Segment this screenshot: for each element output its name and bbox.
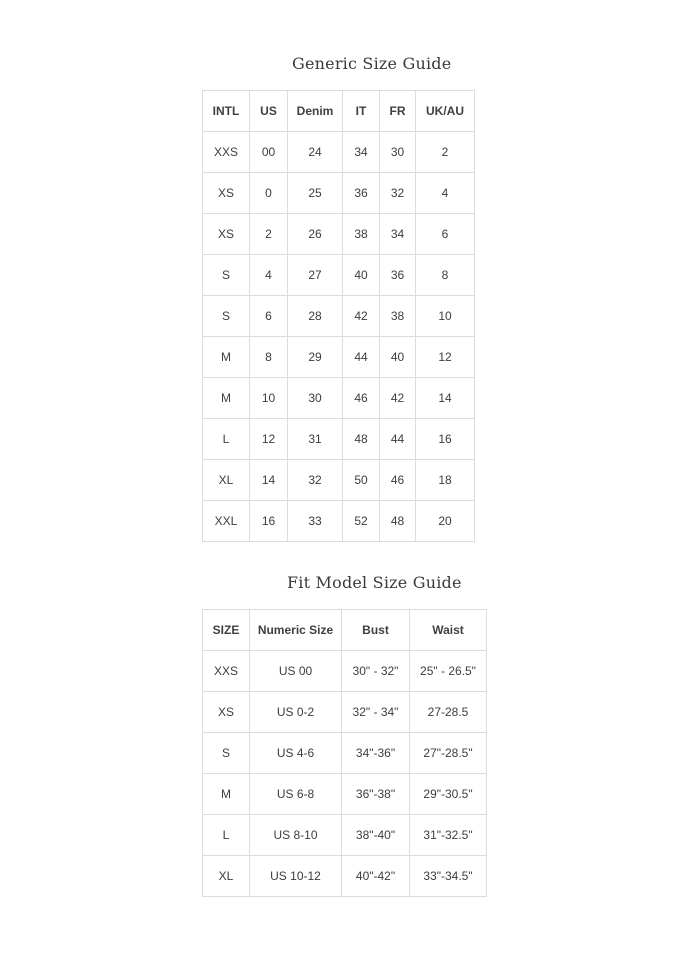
cell-uk-au: 20: [416, 501, 475, 542]
table-row: [203, 733, 487, 774]
cell-uk-au: 4: [416, 173, 475, 214]
cell-size: S: [203, 733, 250, 774]
cell-it: 40: [343, 255, 380, 296]
cell-bust: 32" - 34": [342, 692, 410, 733]
cell-size: XL: [203, 856, 250, 897]
cell-us: 00: [250, 132, 288, 173]
cell-uk-au: 2: [416, 132, 475, 173]
fit-header-row: [203, 610, 487, 651]
cell-fr: 32: [380, 173, 416, 214]
cell-waist: 29"-30.5": [410, 774, 487, 815]
cell-us: 2: [250, 214, 288, 255]
column-header-bust: Bust: [342, 610, 410, 651]
cell-intl: L: [203, 419, 250, 460]
cell-us: 0: [250, 173, 288, 214]
cell-bust: 34"-36": [342, 733, 410, 774]
fit-table-body: [203, 651, 487, 897]
table-row: [203, 419, 475, 460]
generic-size-table: [202, 90, 475, 542]
cell-intl: M: [203, 337, 250, 378]
cell-uk-au: 10: [416, 296, 475, 337]
cell-fr: 48: [380, 501, 416, 542]
cell-size: L: [203, 815, 250, 856]
cell-intl: XS: [203, 214, 250, 255]
cell-denim: 29: [288, 337, 343, 378]
cell-intl: S: [203, 255, 250, 296]
cell-it: 46: [343, 378, 380, 419]
table-row: [203, 692, 487, 733]
table-row: [203, 378, 475, 419]
column-header-it: IT: [343, 91, 380, 132]
cell-numeric-size: US 6-8: [250, 774, 342, 815]
column-header-uk-au: UK/AU: [416, 91, 475, 132]
table-row: [203, 856, 487, 897]
cell-intl: XXS: [203, 132, 250, 173]
table-row: [203, 255, 475, 296]
cell-us: 16: [250, 501, 288, 542]
cell-bust: 38"-40": [342, 815, 410, 856]
cell-it: 34: [343, 132, 380, 173]
cell-waist: 27"-28.5": [410, 733, 487, 774]
cell-denim: 28: [288, 296, 343, 337]
column-header-size: SIZE: [203, 610, 250, 651]
cell-us: 12: [250, 419, 288, 460]
cell-us: 14: [250, 460, 288, 501]
cell-waist: 33"-34.5": [410, 856, 487, 897]
cell-numeric-size: US 10-12: [250, 856, 342, 897]
table-row: [203, 501, 475, 542]
table-row: [203, 132, 475, 173]
cell-denim: 27: [288, 255, 343, 296]
cell-denim: 32: [288, 460, 343, 501]
cell-us: 6: [250, 296, 288, 337]
cell-fr: 30: [380, 132, 416, 173]
cell-denim: 26: [288, 214, 343, 255]
cell-fr: 38: [380, 296, 416, 337]
cell-numeric-size: US 4-6: [250, 733, 342, 774]
column-header-denim: Denim: [288, 91, 343, 132]
generic-header-row: [203, 91, 475, 132]
table-row: [203, 774, 487, 815]
cell-intl: XS: [203, 173, 250, 214]
cell-it: 38: [343, 214, 380, 255]
cell-uk-au: 14: [416, 378, 475, 419]
cell-it: 48: [343, 419, 380, 460]
column-header-us: US: [250, 91, 288, 132]
column-header-fr: FR: [380, 91, 416, 132]
cell-uk-au: 12: [416, 337, 475, 378]
table-row: [203, 337, 475, 378]
table-row: [203, 296, 475, 337]
cell-intl: XL: [203, 460, 250, 501]
cell-intl: M: [203, 378, 250, 419]
table-row: [203, 214, 475, 255]
cell-bust: 36"-38": [342, 774, 410, 815]
generic-table-body: [203, 132, 475, 542]
generic-size-guide-title: Generic Size Guide: [292, 54, 452, 73]
cell-size: XS: [203, 692, 250, 733]
cell-it: 42: [343, 296, 380, 337]
cell-fr: 46: [380, 460, 416, 501]
cell-waist: 27-28.5: [410, 692, 487, 733]
cell-uk-au: 16: [416, 419, 475, 460]
cell-denim: 25: [288, 173, 343, 214]
cell-us: 4: [250, 255, 288, 296]
cell-us: 10: [250, 378, 288, 419]
cell-it: 36: [343, 173, 380, 214]
cell-uk-au: 8: [416, 255, 475, 296]
column-header-waist: Waist: [410, 610, 487, 651]
cell-intl: S: [203, 296, 250, 337]
cell-numeric-size: US 8-10: [250, 815, 342, 856]
cell-us: 8: [250, 337, 288, 378]
cell-bust: 40"-42": [342, 856, 410, 897]
cell-uk-au: 18: [416, 460, 475, 501]
cell-it: 44: [343, 337, 380, 378]
cell-bust: 30" - 32": [342, 651, 410, 692]
cell-denim: 24: [288, 132, 343, 173]
column-header-intl: INTL: [203, 91, 250, 132]
cell-fr: 34: [380, 214, 416, 255]
table-row: [203, 815, 487, 856]
cell-fr: 36: [380, 255, 416, 296]
table-row: [203, 173, 475, 214]
cell-it: 50: [343, 460, 380, 501]
fit-model-size-table: [202, 609, 487, 897]
cell-numeric-size: US 0-2: [250, 692, 342, 733]
cell-size: XXS: [203, 651, 250, 692]
cell-denim: 31: [288, 419, 343, 460]
table-row: [203, 651, 487, 692]
cell-numeric-size: US 00: [250, 651, 342, 692]
cell-intl: XXL: [203, 501, 250, 542]
cell-denim: 30: [288, 378, 343, 419]
cell-fr: 40: [380, 337, 416, 378]
fit-model-size-guide-title: Fit Model Size Guide: [287, 573, 462, 592]
cell-waist: 25" - 26.5": [410, 651, 487, 692]
cell-size: M: [203, 774, 250, 815]
cell-waist: 31"-32.5": [410, 815, 487, 856]
cell-denim: 33: [288, 501, 343, 542]
table-row: [203, 460, 475, 501]
column-header-numeric-size: Numeric Size: [250, 610, 342, 651]
cell-fr: 42: [380, 378, 416, 419]
cell-fr: 44: [380, 419, 416, 460]
cell-it: 52: [343, 501, 380, 542]
cell-uk-au: 6: [416, 214, 475, 255]
